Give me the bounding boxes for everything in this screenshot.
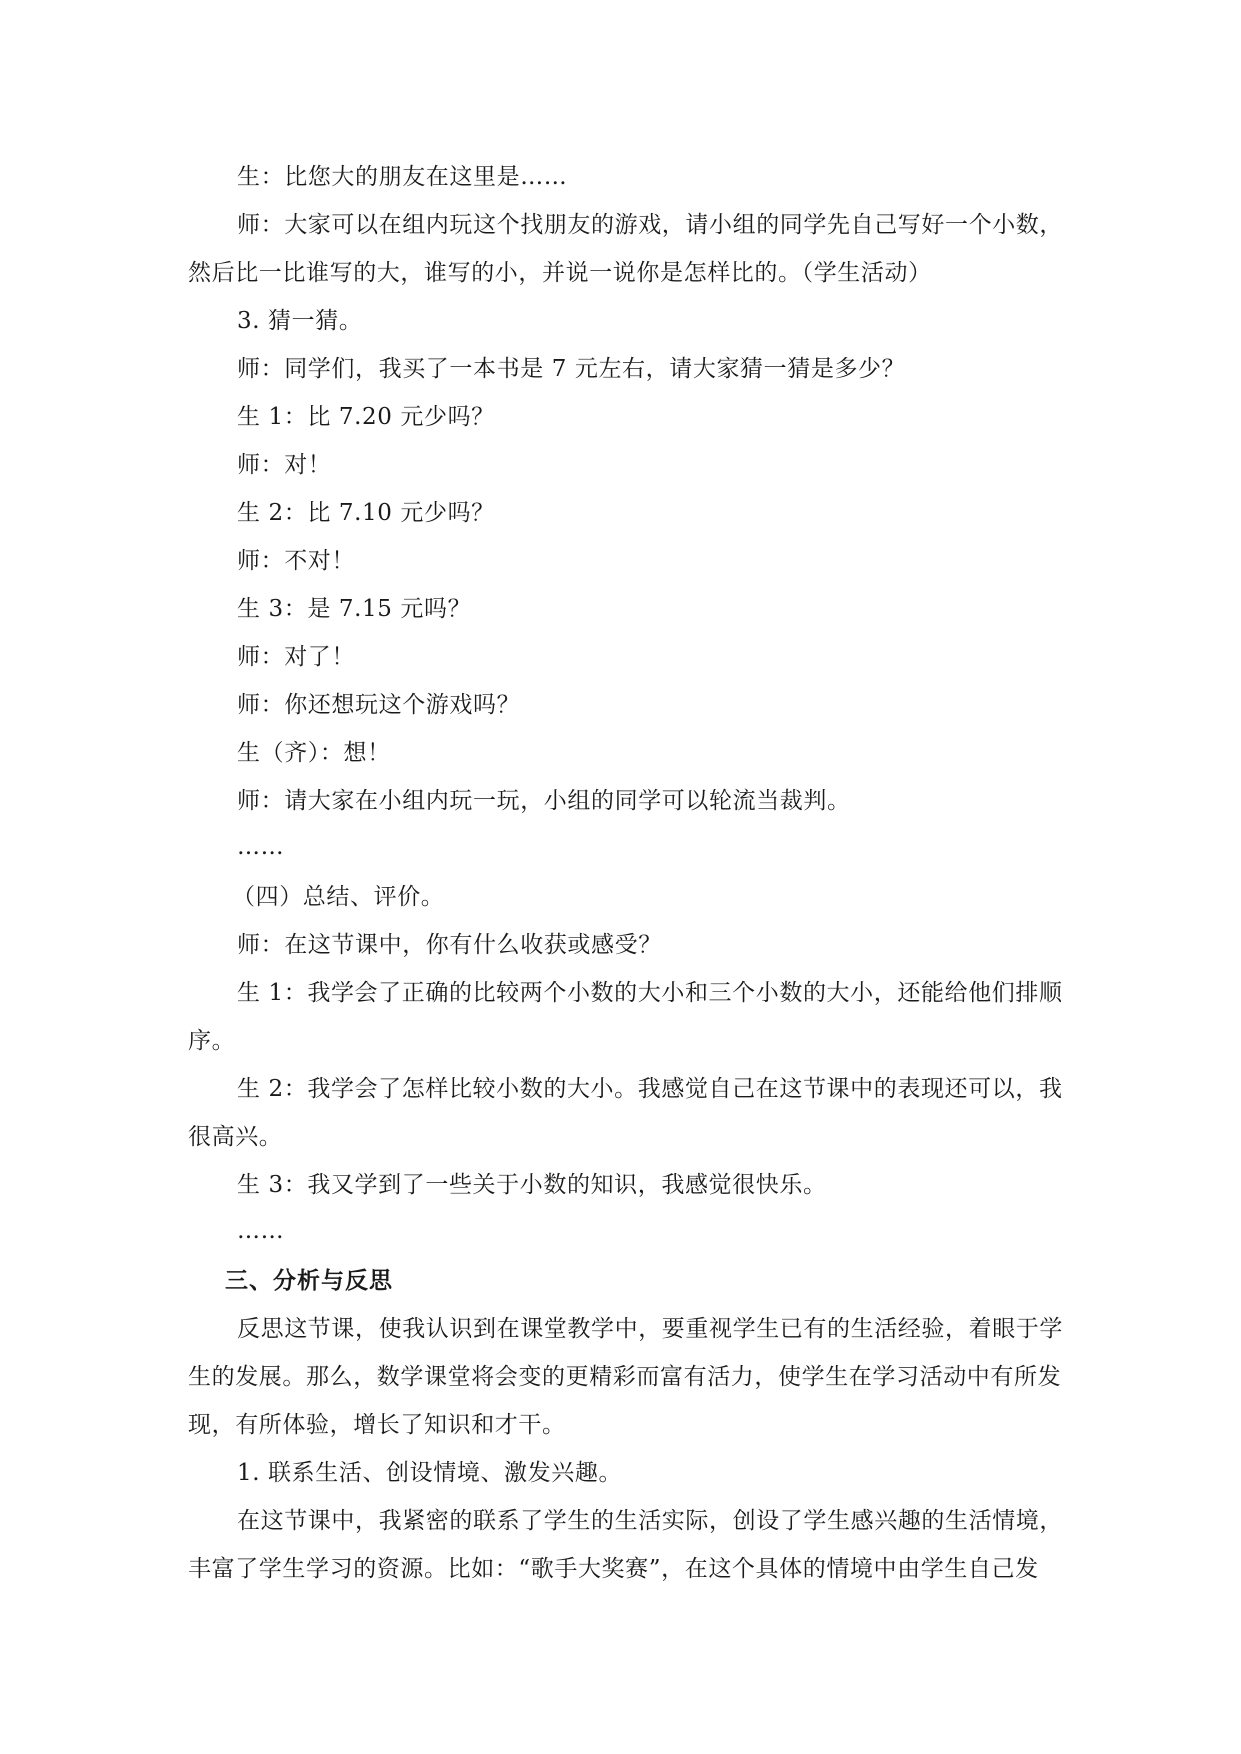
paragraph-line: 3. 猜一猜。 bbox=[237, 308, 363, 334]
paragraph-line: 然后比一比谁写的大，谁写的小，并说一说你是怎样比的。（学生活动） bbox=[188, 260, 932, 286]
paragraph-line: 生 3：我又学到了一些关于小数的知识，我感觉很快乐。 bbox=[237, 1172, 827, 1198]
paragraph-line: 师：大家可以在组内玩这个找朋友的游戏，请小组的同学先自己写好一个小数， bbox=[237, 212, 1063, 238]
paragraph-line: 生 2：比 7.10 元少吗？ bbox=[237, 500, 495, 526]
paragraph-line: 生（齐）：想！ bbox=[237, 740, 391, 766]
paragraph-line: 师：在这节课中，你有什么收获或感受？ bbox=[237, 932, 662, 958]
paragraph-line: 在这节课中，我紧密的联系了学生的生活实际，创设了学生感兴趣的生活情境， bbox=[237, 1508, 1063, 1534]
section-heading: 三、分析与反思 bbox=[225, 1268, 393, 1294]
paragraph-line: 师：对！ bbox=[237, 452, 332, 478]
paragraph-line: 生：比您大的朋友在这里是…… bbox=[237, 164, 568, 190]
paragraph-line: 反思这节课，使我认识到在课堂教学中，要重视学生已有的生活经验，着眼于学 bbox=[237, 1316, 1063, 1342]
paragraph-line: 很高兴。 bbox=[188, 1124, 283, 1150]
ellipsis-line: …… bbox=[237, 834, 285, 860]
paragraph-line: 师：请大家在小组内玩一玩，小组的同学可以轮流当裁判。 bbox=[237, 788, 851, 814]
paragraph-line: 师：对了！ bbox=[237, 644, 355, 670]
paragraph-line: 生 2：我学会了怎样比较小数的大小。我感觉自己在这节课中的表现还可以，我 bbox=[237, 1076, 1063, 1102]
paragraph-line: 生 1：比 7.20 元少吗？ bbox=[237, 404, 495, 430]
paragraph-line: 序。 bbox=[188, 1028, 236, 1054]
subsection-heading: 1. 联系生活、创设情境、激发兴趣。 bbox=[237, 1460, 623, 1486]
paragraph-line: 师：不对！ bbox=[237, 548, 355, 574]
paragraph-line: 师：你还想玩这个游戏吗？ bbox=[237, 692, 521, 718]
section-heading: （四）总结、评价。 bbox=[232, 884, 445, 910]
paragraph-line: 生的发展。那么，数学课堂将会变的更精彩而富有活力，使学生在学习活动中有所发 bbox=[188, 1364, 1062, 1390]
paragraph-line: 现，有所体验，增长了知识和才干。 bbox=[188, 1412, 566, 1438]
ellipsis-line: …… bbox=[237, 1218, 285, 1244]
paragraph-line: 生 3：是 7.15 元吗？ bbox=[237, 596, 472, 622]
paragraph-line: 丰富了学生学习的资源。比如：“歌手大奖赛”，在这个具体的情境中由学生自己发 bbox=[188, 1556, 1039, 1582]
paragraph-line: 师：同学们，我买了一本书是 7 元左右，请大家猜一猜是多少？ bbox=[237, 356, 906, 382]
paragraph-line: 生 1：我学会了正确的比较两个小数的大小和三个小数的大小，还能给他们排顺 bbox=[237, 980, 1063, 1006]
